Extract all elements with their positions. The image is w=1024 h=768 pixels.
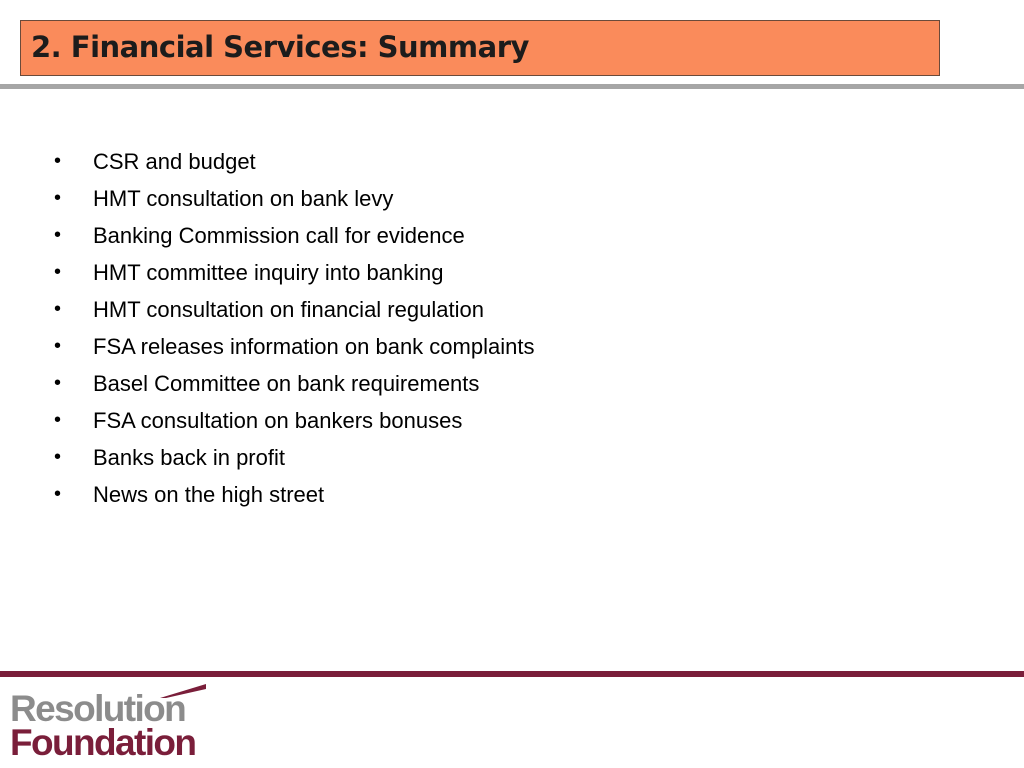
title-box bbox=[20, 20, 940, 76]
bullet-item bbox=[54, 402, 534, 439]
bullet-item bbox=[54, 180, 534, 217]
bullet-text: HMT committee inquiry into banking bbox=[93, 259, 444, 285]
bullet-item bbox=[54, 217, 534, 254]
bullet-text: Banking Commission call for evidence bbox=[93, 222, 465, 248]
bullet-item bbox=[54, 476, 534, 513]
bullet-icon: • bbox=[54, 446, 62, 468]
bullet-icon: • bbox=[54, 335, 62, 357]
logo-word-foundation: Foundation bbox=[10, 722, 196, 763]
bullet-text: HMT consultation on financial regulation bbox=[93, 296, 484, 322]
bullet-icon: • bbox=[54, 409, 62, 431]
bottom-divider bbox=[0, 671, 1024, 677]
resolution-foundation-logo bbox=[10, 686, 225, 762]
bullet-item bbox=[54, 328, 534, 365]
bullet-text: Basel Committee on bank requirements bbox=[93, 370, 480, 396]
bullet-icon: • bbox=[54, 187, 62, 209]
bullet-item bbox=[54, 254, 534, 291]
bullet-icon: • bbox=[54, 483, 62, 505]
logo-word-resolution: Resolution bbox=[10, 688, 186, 729]
bullet-list bbox=[54, 143, 534, 513]
bullet-item bbox=[54, 365, 534, 402]
bullet-text: Banks back in profit bbox=[93, 444, 285, 470]
bullet-icon: • bbox=[54, 150, 62, 172]
bullet-item bbox=[54, 439, 534, 476]
bullet-text: HMT consultation on bank levy bbox=[93, 185, 394, 211]
bullet-icon: • bbox=[54, 261, 62, 283]
bullet-item bbox=[54, 291, 534, 328]
bullet-text: FSA releases information on bank complaints bbox=[93, 333, 535, 359]
slide-title: 2. Financial Services: Summary bbox=[31, 30, 529, 64]
bullet-item bbox=[54, 143, 534, 180]
bullet-text: CSR and budget bbox=[93, 148, 256, 174]
logo-slash-icon bbox=[160, 684, 206, 698]
top-divider bbox=[0, 84, 1024, 89]
bullet-text: News on the high street bbox=[93, 481, 325, 507]
bullet-icon: • bbox=[54, 298, 62, 320]
bullet-icon: • bbox=[54, 224, 62, 246]
bullet-text: FSA consultation on bankers bonuses bbox=[93, 407, 463, 433]
bullet-icon: • bbox=[54, 372, 62, 394]
